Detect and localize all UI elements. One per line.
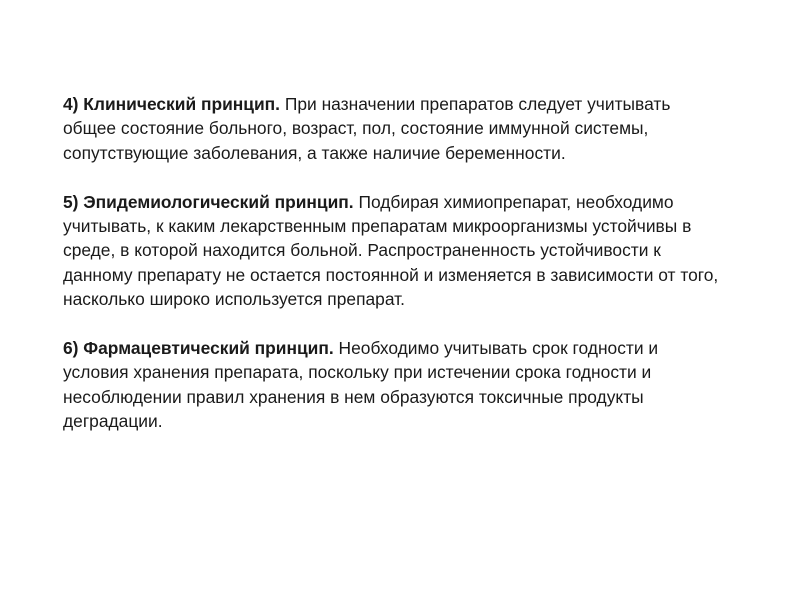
paragraph-text: При назначении препаратов следует учитывать общее состояние больного, возраст, пол, состояние иммунной системы, сопутствующие заболевания, а также наличие беременности. — [63, 94, 671, 163]
paragraph-heading: 4) Клинический принцип. — [63, 94, 281, 114]
paragraph-pharmaceutical-principle — [63, 336, 723, 434]
paragraph-heading: 5) Эпидемиологический принцип. — [63, 191, 354, 212]
slide-content — [63, 92, 723, 434]
paragraph-heading: 6) Фармацевтический принцип. — [63, 338, 334, 359]
paragraph-text: Необходимо учитывать срок годности и условия хранения препарата, поскольку при истечении срока годности и несоблюдении правил хранения в нем образуются токсичные продукты деградации. — [63, 338, 659, 432]
paragraph-text: Подбирая химиопрепарат, необходимо учитывать, к каким лекарственным препаратам микроорганизмы устойчивы в среде, в которой находится больной. Распространенность устойчивости к данному препарату не остается постоянной и изменяется в зависимости от того, насколько широко используется препарат. — [63, 191, 719, 310]
paragraph-epidemiological-principle — [63, 190, 723, 312]
paragraph-clinical-principle — [63, 92, 723, 165]
